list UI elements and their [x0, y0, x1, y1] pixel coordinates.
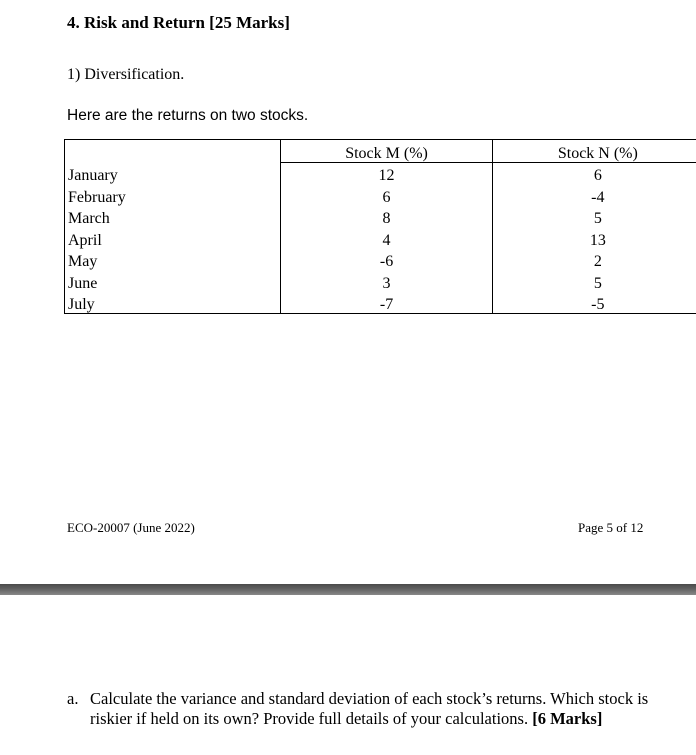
month-cell: April: [65, 227, 281, 249]
page-break-divider: [0, 584, 696, 595]
question-body: [90, 689, 667, 729]
table-row: [65, 227, 696, 249]
stock-n-cell: 6: [492, 162, 696, 184]
month-cell: March: [65, 206, 281, 228]
stock-m-cell: 12: [281, 162, 492, 184]
stock-n-cell: 2: [492, 249, 696, 271]
footer-page-number: Page 5 of 12: [578, 520, 644, 535]
intro-text: Here are the returns on two stocks.: [67, 107, 309, 124]
stock-n-cell: 5: [492, 206, 696, 228]
header-month: [65, 140, 281, 163]
question-a: [67, 689, 667, 729]
question-marks: [6 Marks]: [532, 709, 603, 728]
table-row: [65, 206, 696, 228]
month-cell: January: [65, 162, 281, 184]
table-row: [65, 162, 696, 184]
stock-m-cell: 3: [281, 270, 492, 292]
footer-course-code: ECO-20007 (June 2022): [67, 520, 195, 535]
table-row: [65, 270, 696, 292]
table-row: [65, 249, 696, 271]
month-cell: February: [65, 184, 281, 206]
stock-n-cell: -4: [492, 184, 696, 206]
month-cell: May: [65, 249, 281, 271]
question-label: a.: [67, 689, 79, 708]
document-page-6: [0, 595, 696, 755]
stock-m-cell: -6: [281, 249, 492, 271]
month-cell: July: [65, 292, 281, 314]
section-heading: 4. Risk and Return [25 Marks]: [67, 13, 290, 32]
header-stock-n: Stock N (%): [492, 140, 696, 163]
month-cell: June: [65, 270, 281, 292]
table-header-row: [65, 140, 696, 163]
stock-m-cell: 8: [281, 206, 492, 228]
table-row: [65, 292, 696, 314]
stock-m-cell: 6: [281, 184, 492, 206]
stock-n-cell: 5: [492, 270, 696, 292]
stock-m-cell: 4: [281, 227, 492, 249]
table-row: [65, 184, 696, 206]
returns-table: [64, 139, 696, 314]
stock-m-cell: -7: [281, 292, 492, 314]
question-text: Calculate the variance and standard deviation of each stock’s returns. Which stock is riskier if held on its own? Provide full details of your calculations.: [90, 689, 649, 728]
subsection-heading: 1) Diversification.: [67, 66, 185, 83]
header-stock-m: Stock M (%): [281, 140, 492, 163]
stock-n-cell: -5: [492, 292, 696, 314]
stock-n-cell: 13: [492, 227, 696, 249]
